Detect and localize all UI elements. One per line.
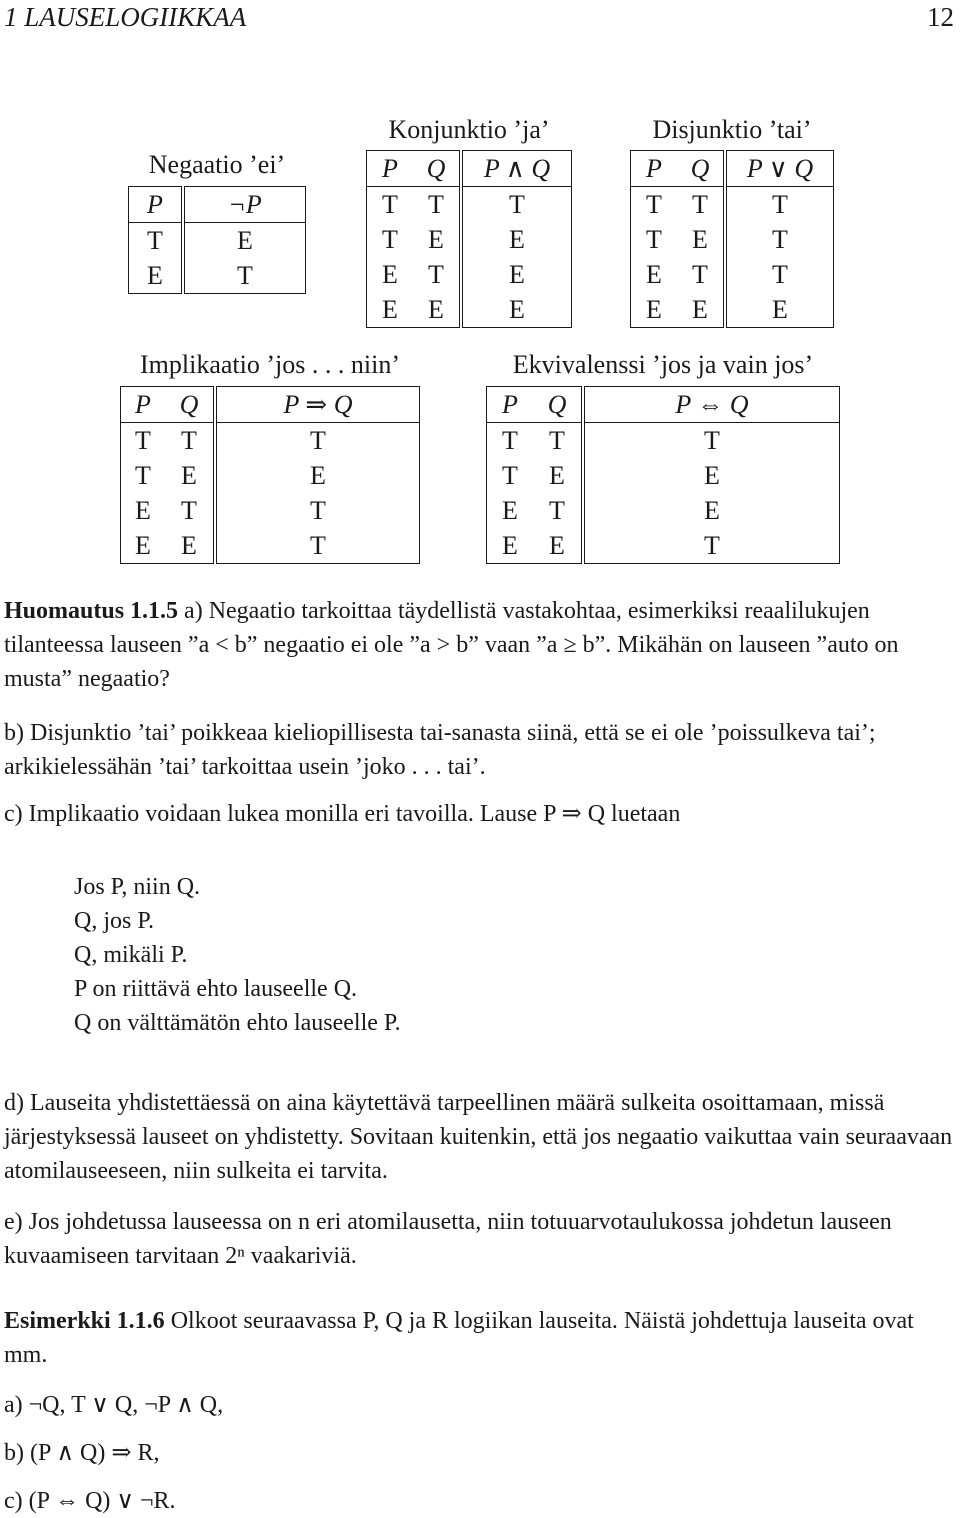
table-cell: E bbox=[646, 260, 662, 289]
table-cell: T bbox=[413, 257, 461, 292]
remark-a-text: a) Negaatio tarkoittaa täydellistä vastakohtaa, esimerkiksi reaalilukujen tilanteessa lauseen ”a < b” negaatio ei ole ”a > b” vaan ”a ≥ b”. Mikähän on lauseen ”auto on musta” negaatio? bbox=[4, 598, 899, 692]
table-cell: T bbox=[677, 187, 725, 223]
implication-table bbox=[120, 386, 420, 564]
list-item: Q, mikäli P. bbox=[74, 942, 188, 968]
table-cell: T bbox=[310, 496, 326, 525]
table-cell: E bbox=[382, 260, 398, 289]
implication-readings bbox=[74, 870, 401, 1040]
table-cell: T bbox=[509, 190, 525, 219]
table-cell: T bbox=[502, 461, 518, 490]
table-cell: T bbox=[135, 426, 151, 455]
remark-c: c) Implikaatio voidaan lukea monilla eri tavoilla. Lause P ⇒ Q luetaan bbox=[4, 801, 681, 827]
disjunction-table bbox=[630, 150, 834, 328]
table-header: Q bbox=[677, 151, 725, 187]
table-header: P bbox=[367, 151, 414, 187]
table-header: ¬P bbox=[183, 187, 306, 223]
table-cell: E bbox=[502, 531, 518, 560]
remark-label: Huomautus 1.1.5 bbox=[4, 598, 179, 624]
example bbox=[4, 1304, 956, 1372]
table-header: Q bbox=[413, 151, 461, 187]
table-header: P bbox=[121, 387, 166, 423]
table-cell: E bbox=[704, 496, 720, 525]
table-cell: T bbox=[502, 426, 518, 455]
table-cell: E bbox=[237, 226, 253, 255]
table-cell: E bbox=[135, 496, 151, 525]
page-number: 12 bbox=[927, 2, 954, 32]
table-header: P bbox=[631, 151, 678, 187]
table-cell: T bbox=[310, 531, 326, 560]
remark-a bbox=[4, 594, 956, 696]
disjunction-title: Disjunktio ’tai’ bbox=[652, 115, 812, 144]
table-cell: E bbox=[382, 295, 398, 324]
table-header: P ⇒ Q bbox=[215, 387, 420, 423]
table-cell: E bbox=[135, 531, 151, 560]
implication-title: Implikaatio ’jos . . . niin’ bbox=[140, 350, 400, 379]
chapter-title: 1 LAUSELOGIIKKAA bbox=[4, 2, 247, 32]
table-cell: T bbox=[704, 531, 720, 560]
table-header: P ⇔ Q bbox=[583, 387, 840, 423]
table-cell: T bbox=[646, 190, 662, 219]
list-item: Q, jos P. bbox=[74, 908, 155, 934]
table-cell: T bbox=[646, 225, 662, 254]
table-cell: E bbox=[677, 222, 725, 257]
table-header: Q bbox=[165, 387, 215, 423]
list-item: Jos P, niin Q. bbox=[74, 874, 201, 900]
table-cell: T bbox=[382, 225, 398, 254]
table-cell: E bbox=[704, 461, 720, 490]
negation-title: Negaatio ’ei’ bbox=[148, 150, 286, 179]
table-cell: T bbox=[772, 260, 788, 289]
remark-b: b) Disjunktio ’tai’ poikkeaa kieliopillisesta tai-sanasta siinä, että se ei ole ’poissulkeva tai’; arkikielessähän ’tai’ tarkoittaa usein ’joko . . . tai’. bbox=[4, 720, 876, 780]
table-cell: T bbox=[237, 261, 253, 290]
table-cell: E bbox=[509, 225, 525, 254]
table-cell: E bbox=[509, 260, 525, 289]
table-header: P ∨ Q bbox=[725, 151, 834, 187]
table-cell: T bbox=[677, 257, 725, 292]
conjunction-title: Konjunktio ’ja’ bbox=[388, 115, 550, 144]
table-cell: E bbox=[677, 292, 725, 328]
table-cell: E bbox=[310, 461, 326, 490]
table-cell: E bbox=[533, 458, 583, 493]
table-cell: E bbox=[413, 222, 461, 257]
remark-d: d) Lauseita yhdistettäessä on aina käytettävä tarpeellinen määrä sulkeita osoittamaan, missä järjestyksessä lauseet on yhdistetty. Sovitaan kuitenkin, että jos negaatio vaikuttaa vain seuraavaan atomilauseeseen, niin sulkeita ei tarvita. bbox=[4, 1090, 953, 1184]
table-cell: E bbox=[533, 528, 583, 564]
table-header: P bbox=[487, 387, 534, 423]
remark-e: e) Jos johdetussa lauseessa on n eri atomilausetta, niin totuuarvotaulukossa johdetun lauseen kuvaamiseen tarvitaan 2ⁿ vaakariviä. bbox=[4, 1209, 892, 1269]
table-cell: T bbox=[310, 426, 326, 455]
conjunction-table bbox=[366, 150, 572, 328]
table-cell: T bbox=[165, 423, 215, 459]
table-cell: E bbox=[165, 458, 215, 493]
example-text: Olkoot seuraavassa P, Q ja R logiikan lauseita. Näistä johdettuja lauseita ovat mm. bbox=[4, 1308, 914, 1368]
example-item-a: a) ¬Q, T ∨ Q, ¬P ∧ Q, bbox=[4, 1392, 224, 1418]
negation-table bbox=[128, 186, 306, 294]
table-cell: T bbox=[533, 493, 583, 528]
table-header: Q bbox=[533, 387, 583, 423]
table-cell: T bbox=[135, 461, 151, 490]
table-cell: T bbox=[382, 190, 398, 219]
list-item: Q on välttämätön ehto lauseelle P. bbox=[74, 1010, 401, 1036]
table-cell: T bbox=[704, 426, 720, 455]
equivalence-title: Ekvivalenssi ’jos ja vain jos’ bbox=[512, 350, 814, 379]
table-cell: T bbox=[533, 423, 583, 459]
table-cell: E bbox=[165, 528, 215, 564]
table-cell: T bbox=[129, 223, 184, 259]
table-cell: E bbox=[413, 292, 461, 328]
table-cell: E bbox=[509, 295, 525, 324]
table-cell: T bbox=[772, 225, 788, 254]
table-cell: T bbox=[165, 493, 215, 528]
example-item-b: b) (P ∧ Q) ⇒ R, bbox=[4, 1440, 160, 1466]
table-header: P bbox=[129, 187, 184, 223]
table-cell: T bbox=[772, 190, 788, 219]
equivalence-table bbox=[486, 386, 840, 564]
table-cell: E bbox=[772, 295, 788, 324]
example-item-c: c) (P ⇔ Q) ∨ ¬R. bbox=[4, 1488, 176, 1514]
table-cell: T bbox=[413, 187, 461, 223]
table-header: P ∧ Q bbox=[461, 151, 572, 187]
table-cell: E bbox=[646, 295, 662, 324]
list-item: P on riittävä ehto lauseelle Q. bbox=[74, 976, 358, 1002]
example-label: Esimerkki 1.1.6 bbox=[4, 1308, 165, 1334]
table-cell: E bbox=[129, 258, 184, 294]
table-cell: E bbox=[502, 496, 518, 525]
